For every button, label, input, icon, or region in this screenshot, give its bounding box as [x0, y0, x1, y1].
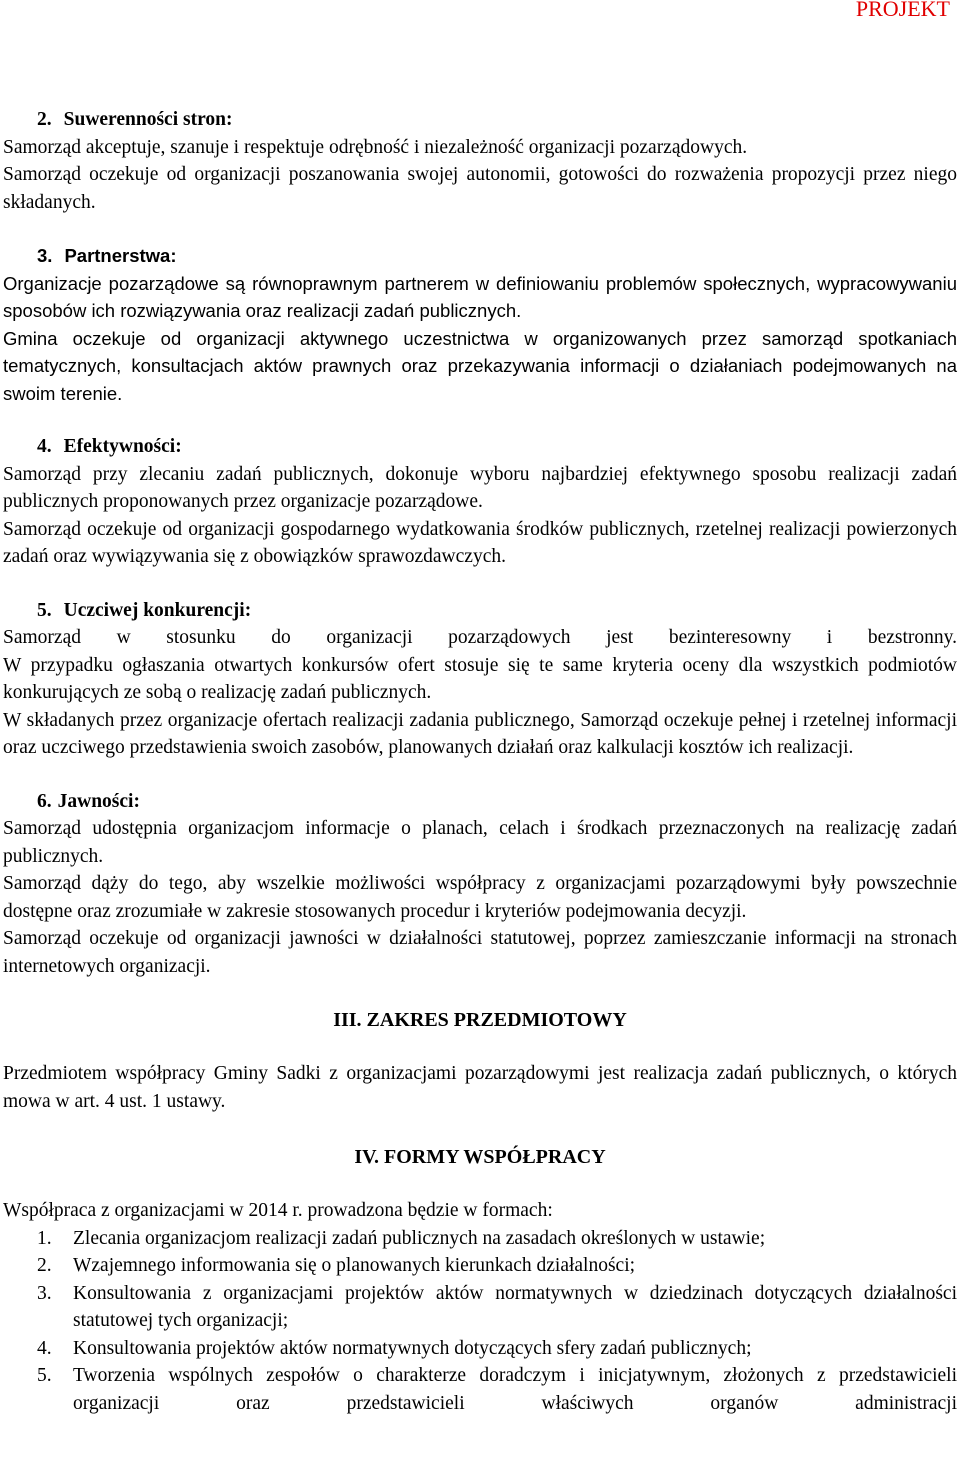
section-heading	[3, 106, 957, 134]
section-number: 6.	[37, 790, 52, 812]
paragraph: Samorząd oczekuje od organizacji jawności w działalności statutowej, poprzez zamieszczanie informacji na stronach internetowych organizacji.	[3, 928, 957, 977]
paragraph: Samorząd przy zlecaniu zadań publicznych, dokonuje wyboru najbardziej efektywnego sposobu realizacji zadań publicznych proponowanych przez organizacje pozarządowe.	[3, 463, 957, 512]
section-suwerennosci	[3, 106, 957, 216]
document-page	[3, 0, 957, 1417]
section-title: Uczciwej konkurencji:	[63, 599, 252, 621]
section-heading	[3, 597, 957, 625]
paragraph: W przypadku ogłaszania otwartych konkursów ofert stosuje się te same kryteria oceny dla wszystkich podmiotów konkurujących ze sobą o realizację zadań publicznych.	[3, 654, 957, 703]
list-item-number: 2.	[37, 1255, 52, 1276]
section-partnerstwa	[3, 242, 957, 407]
section-heading	[3, 242, 957, 270]
paragraph: Przedmiotem współpracy Gminy Sadki z organizacjami pozarządowymi jest realizacja zadań publicznych, o których mowa w art. 4 ust. 1 ustawy.	[3, 1063, 957, 1112]
paragraph: Organizacje pozarządowe są równoprawnym partnerem w definiowaniu problemów społecznych, wypracowywaniu sposobów ich rozwiązywania oraz realizacji zadań publicznych.	[3, 272, 957, 321]
page-stamp: PROJEKT	[855, 0, 950, 21]
section-heading	[3, 433, 957, 461]
list-item	[3, 1335, 957, 1363]
list-item-text: Konsultowania z organizacjami projektów aktów normatywnych w dziedzinach dotyczących działalności statutowej tych organizacji;	[73, 1282, 957, 1331]
section-uczciwej-konkurencji	[3, 597, 957, 762]
section-title: IV. FORMY WSPÓŁPRACY	[354, 1146, 606, 1168]
list-item	[3, 1252, 957, 1280]
list-item-number: 5.	[37, 1365, 52, 1386]
paragraph: Samorząd udostępnia organizacjom informacje o planach, celach i środkach przeznaczonych na realizację zadań publicznych.	[3, 818, 957, 867]
list-item-number: 4.	[37, 1337, 52, 1359]
section-number: 2.	[37, 109, 52, 130]
paragraph: Samorząd dąży do tego, aby wszelkie możliwości współpracy z organizacjami pozarządowymi były powszechnie dostępne oraz zrozumiałe w zakresie stosowanych procedur i kryteriów podejmowania decyzji.	[3, 873, 957, 922]
paragraph: W składanych przez organizacje ofertach realizacji zadania publicznego, Samorząd oczekuje pełnej i rzetelnej informacji oraz uczciwego przedstawienia swoich zasobów, planowanych działań oraz kalkulacji kosztów ich realizacji.	[3, 709, 957, 758]
section-title: Jawności:	[57, 790, 140, 812]
section-zakres-przedmiotowy	[3, 1006, 957, 1115]
list-item	[3, 1225, 957, 1253]
list-item	[3, 1280, 957, 1335]
section-number: 4.	[37, 436, 52, 457]
section-title: Partnerstwa:	[64, 245, 177, 266]
section-title: Suwerenności stron:	[63, 109, 233, 130]
paragraph: Samorząd w stosunku do organizacji pozarządowych jest bezinteresowny i bezstronny.	[3, 627, 957, 648]
section-formy-wspolpracy	[3, 1143, 957, 1417]
list-item-number: 3.	[37, 1282, 52, 1304]
section-number: 5.	[37, 599, 52, 621]
list-item-text: Zlecania organizacjom realizacji zadań publicznych na zasadach określonych w ustawie;	[73, 1227, 766, 1249]
list-item-text: Tworzenia wspólnych zespołów o charakterze doradczym i inicjatywnym, złożonych z przedstawicieli organizacji oraz przedstawicieli właściwych organów administracji	[73, 1365, 957, 1414]
section-title: Efektywności:	[63, 436, 182, 457]
paragraph: Samorząd oczekuje od organizacji gospodarnego wydatkowania środków publicznych, rzetelnej realizacji powierzonych zadań oraz wywiązywania się z obowiązków sprawozdawczych.	[3, 518, 957, 567]
section-number: 3.	[37, 245, 53, 266]
list-item-text: Wzajemnego informowania się o planowanych kierunkach działalności;	[73, 1255, 636, 1276]
section-jawnosci	[3, 788, 957, 981]
list-item-text: Konsultowania projektów aktów normatywnych dotyczących sfery zadań publicznych;	[73, 1337, 752, 1359]
list-item	[3, 1362, 957, 1417]
section-title: III. ZAKRES PRZEDMIOTOWY	[333, 1009, 627, 1031]
paragraph: Samorząd akceptuje, szanuje i respektuje odrębność i niezależność organizacji pozarządowych.	[3, 136, 748, 158]
paragraph: Gmina oczekuje od organizacji aktywnego uczestnictwa w organizowanych przez samorząd spotkaniach tematycznych, konsultacjach aktów prawnych oraz przekazywania informacji o działaniach podejmowanych na swoim terenie.	[3, 327, 957, 404]
forms-list	[3, 1225, 957, 1418]
list-item-number: 1.	[37, 1227, 52, 1249]
section-efektywnosci	[3, 433, 957, 571]
paragraph: Współpraca z organizacjami w 2014 r. prowadzona będzie w formach:	[3, 1200, 553, 1221]
section-heading	[3, 788, 957, 816]
paragraph: Samorząd oczekuje od organizacji poszanowania swojej autonomii, gotowości do rozważenia propozycji przez niego składanych.	[3, 164, 957, 213]
